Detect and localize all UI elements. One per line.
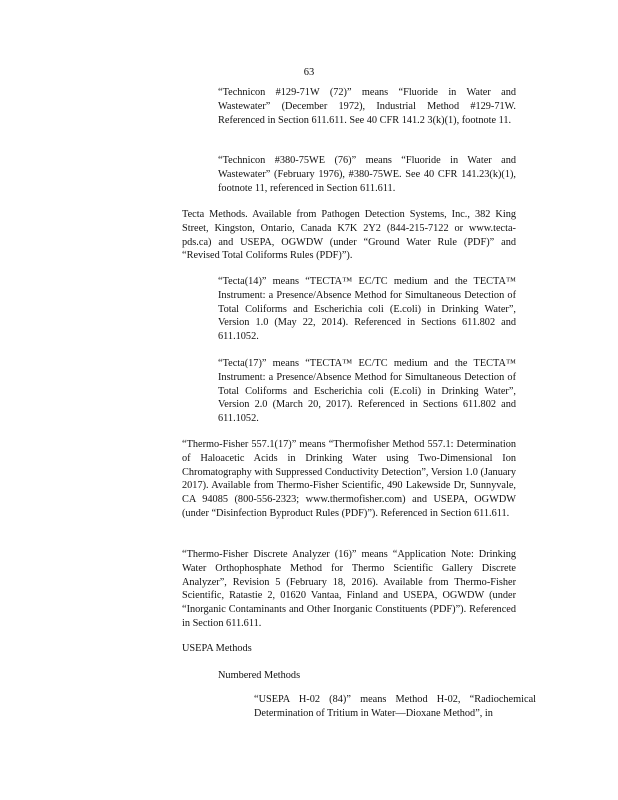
definition-usepa-h02: “USEPA H-02 (84)” means Method H-02, “Radiochemical Determination of Tritium in Water—Dioxane Method”, in bbox=[254, 694, 536, 719]
definition-thermo-fisher-discrete-analyzer: “Thermo-Fisher Discrete Analyzer (16)” means “Application Note: Drinking Water Orthophosphate Method for Thermo Scientific Gallery Discrete Analyzer”, Revision 5 (February 18, 2016). Available from Thermo-Fisher Scientific, Ratastie 2, 01620 Vantaa, Finland and USEPA, OGWDW (under “Inorganic Contaminants and Other Inorganic Constituents (PDF)”). Referenced in Section 611.611. bbox=[182, 549, 516, 629]
definition-technicon-380: “Technicon #380-75WE (76)” means “Fluoride in Water and Wastewater” (February 1976), #380-75WE. See 40 CFR 141.23(k)(1), footnote 11, referenced in Section 611.611. bbox=[218, 155, 516, 194]
source-tecta-methods: Tecta Methods. Available from Pathogen Detection Systems, Inc., 382 King Street, Kingston, Ontario, Canada K7K 2Y2 (844-215-7122 or www.tecta-pds.ca) and USEPA, OGWDW (under “Ground Water Rule (PDF)” and “Revised Total Coliforms Rules (PDF)”). bbox=[182, 209, 516, 262]
definition-technicon-129: “Technicon #129-71W (72)” means “Fluoride in Water and Wastewater” (December 1972), Industrial Method #129-71W. Referenced in Section 611.611. See 40 CFR 141.2 3(k)(1), footnote 11. bbox=[218, 87, 516, 126]
definition-tecta-17: “Tecta(17)” means “TECTA™ EC/TC medium and the TECTA™ Instrument: a Presence/Absence Method for Simultaneous Detection of Total Coliforms and Escherichia coli (E.coli) in Drinking Water”, Version 2.0 (March 20, 2017). Referenced in Sections 611.802 and 611.1052. bbox=[218, 358, 516, 425]
definition-thermo-fisher-557: “Thermo-Fisher 557.1(17)” means “Thermofisher Method 557.1: Determination of Haloacetic Acids in Drinking Water using Two-Dimensional Ion Chromatography with Suppressed Conductivity Detection”, Version 1.0 (January 2017). Available from Thermo-Fisher Scientific, 490 Lakewside Dr, Sunnyvale, CA 94085 (800-556-2323; www.thermofisher.com) and USEPA, OGWDW (under “Disinfection Byproduct Rules (PDF)”). Referenced in Section 611.611. bbox=[182, 439, 516, 519]
page-number: 63 bbox=[303, 67, 315, 78]
definition-tecta-14: “Tecta(14)” means “TECTA™ EC/TC medium and the TECTA™ Instrument: a Presence/Absence Method for Simultaneous Detection of Total Coliforms and Escherichia coli (E.coli) in Drinking Water”, Version 1.0 (May 22, 2014). Referenced in Sections 611.802 and 611.1052. bbox=[218, 276, 516, 343]
heading-usepa-methods: USEPA Methods bbox=[182, 643, 252, 654]
heading-numbered-methods: Numbered Methods bbox=[218, 670, 301, 681]
